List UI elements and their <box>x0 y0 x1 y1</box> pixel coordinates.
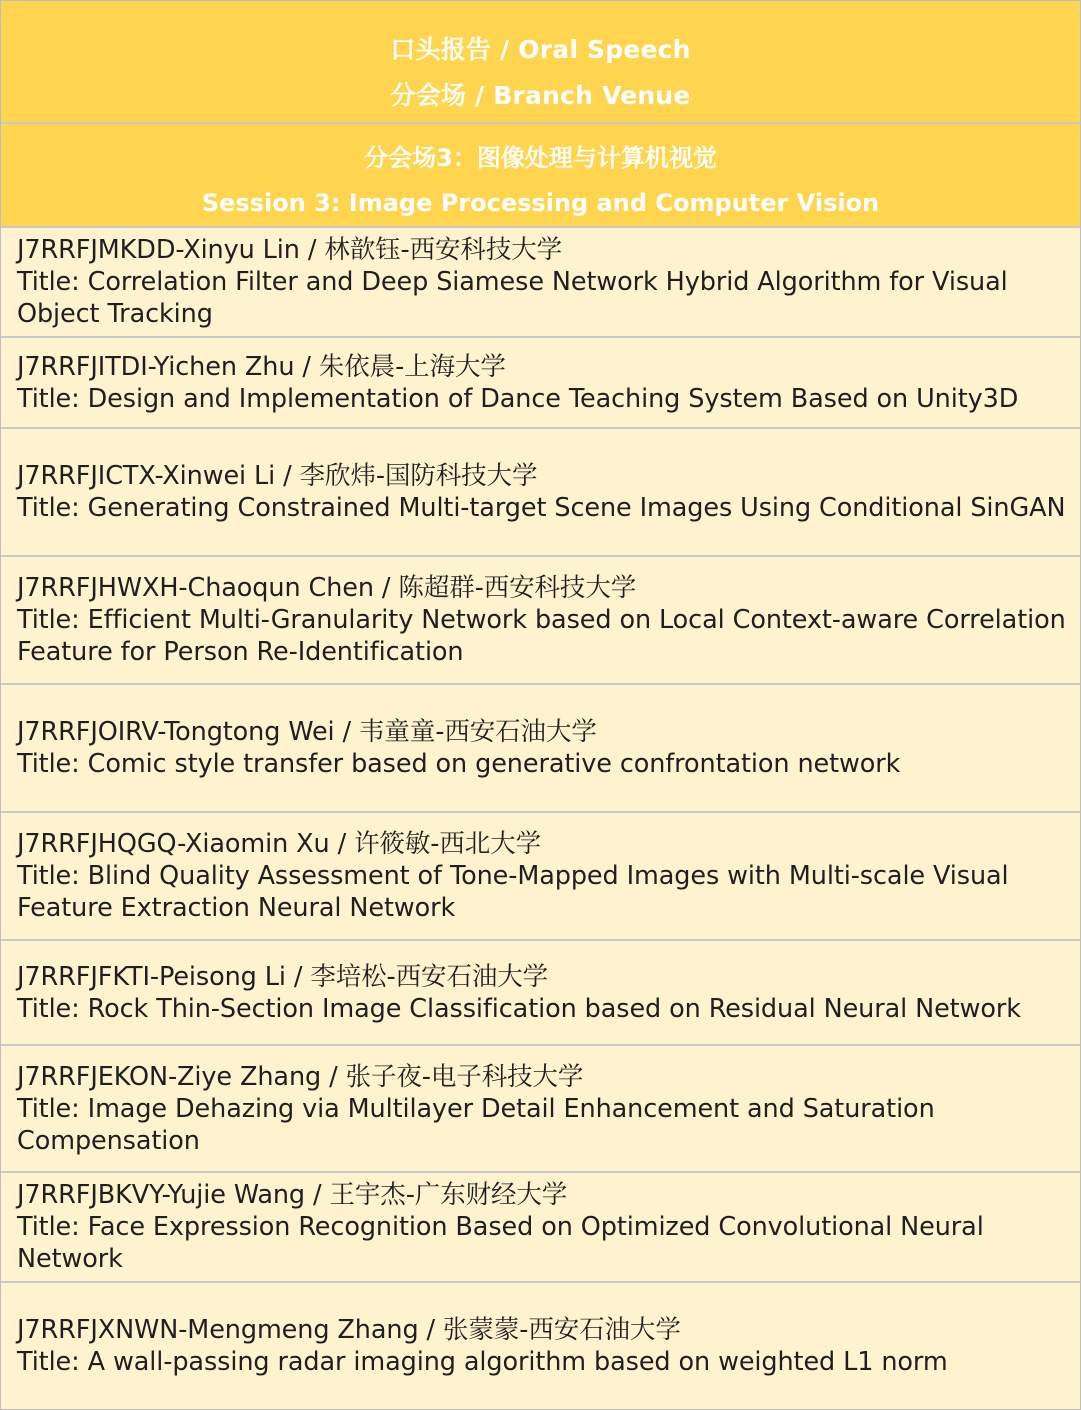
presenter-name: J7RRFJFKTI-Peisong Li / 李培松-西安石油大学 <box>17 961 549 992</box>
presentation-entry <box>1 685 1080 813</box>
presenter-name: J7RRFJICTX-Xinwei Li / 李欣炜-国防科技大学 <box>17 461 538 491</box>
paper-title: Title: Generating Constrained Multi-target Scene Images Using Conditional SinGAN <box>17 493 1066 523</box>
presenter-name: J7RRFJBKVY-Yujie Wang / 王宇杰-广东财经大学 <box>17 1180 568 1210</box>
presentation-entry <box>1 1173 1080 1283</box>
presentation-entry <box>1 1046 1080 1173</box>
session-header <box>1 124 1080 228</box>
presenter-name: J7RRFJXNWN-Mengmeng Zhang / 张蒙蒙-西安石油大学 <box>17 1315 681 1345</box>
paper-title: Title: Rock Thin-Section Image Classification based on Residual Neural Network <box>17 993 1021 1024</box>
presentation-entry <box>1 813 1080 941</box>
paper-title: Title: Correlation Filter and Deep Siamese Network Hybrid Algorithm for Visual Object Tracking <box>17 267 1008 329</box>
paper-title: Title: Design and Implementation of Dance Teaching System Based on Unity3D <box>17 383 1019 414</box>
session-title-english: Session 3: Image Processing and Computer Vision <box>201 189 880 217</box>
presentation-entry <box>1 1283 1080 1409</box>
presenter-name: J7RRFJMKDD-Xinyu Lin / 林歆钰-西安科技大学 <box>17 235 563 265</box>
presentation-entry <box>1 228 1080 338</box>
paper-title: Title: Face Expression Recognition Based on Optimized Convolutional Neural Network <box>17 1212 984 1274</box>
paper-title: Title: Comic style transfer based on generative confrontation network <box>17 749 901 779</box>
presentation-entry <box>1 557 1080 685</box>
paper-title: Title: Efficient Multi-Granularity Network based on Local Context-aware Correlation Feature for Person Re-Identification <box>17 605 1066 667</box>
paper-title: Title: Blind Quality Assessment of Tone-Mapped Images with Multi-scale Visual Feature Extraction Neural Network <box>17 861 1009 923</box>
presenter-name: J7RRFJEKON-Ziye Zhang / 张子夜-电子科技大学 <box>17 1061 584 1092</box>
presenter-name: J7RRFJOIRV-Tongtong Wei / 韦童童-西安石油大学 <box>17 717 597 747</box>
paper-title: Title: Image Dehazing via Multilayer Detail Enhancement and Saturation Compensation <box>17 1093 935 1156</box>
header-title-oral-speech: 口头报告 / Oral Speech <box>390 35 691 64</box>
presentation-entry <box>1 429 1080 557</box>
session-title-chinese: 分会场3：图像处理与计算机视觉 <box>364 144 717 172</box>
presenter-name: J7RRFJITDI-Yichen Zhu / 朱依晨-上海大学 <box>17 351 506 382</box>
header-title-branch-venue: 分会场 / Branch Venue <box>390 81 691 110</box>
presenter-name: J7RRFJHQGQ-Xiaomin Xu / 许筱敏-西北大学 <box>17 829 541 859</box>
presentation-entry <box>1 338 1080 429</box>
program-header <box>1 1 1080 124</box>
presentation-entry <box>1 941 1080 1046</box>
presenter-name: J7RRFJHWXH-Chaoqun Chen / 陈超群-西安科技大学 <box>17 573 637 603</box>
paper-title: Title: A wall-passing radar imaging algorithm based on weighted L1 norm <box>17 1347 948 1377</box>
